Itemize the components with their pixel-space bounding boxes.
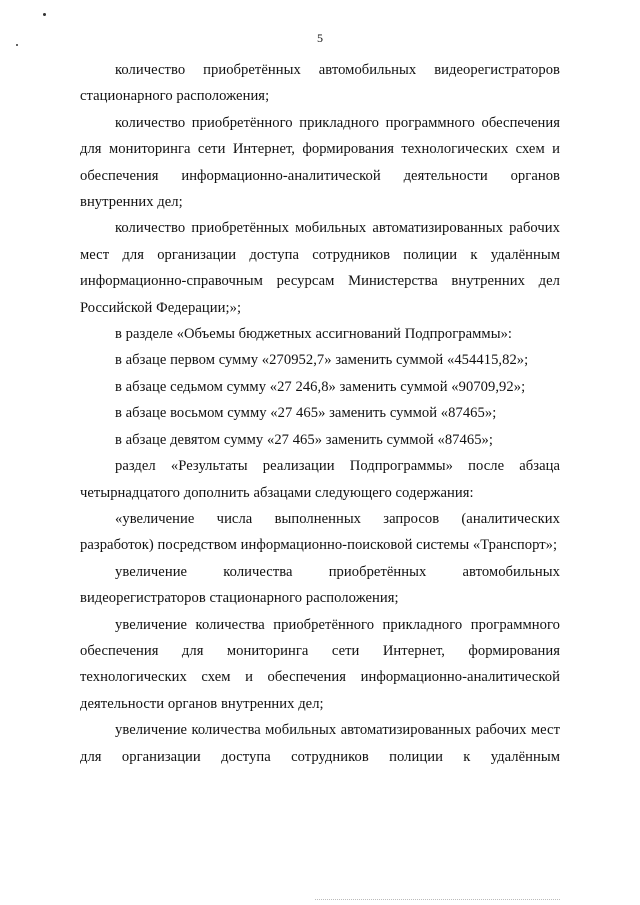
paragraph-6: в абзаце седьмом сумму «27 246,8» заменить суммой «90709,92»; — [115, 378, 526, 395]
bottom-scan-line — [315, 899, 560, 900]
page-number: 5 — [317, 31, 323, 45]
paragraph-7: в абзаце восьмом сумму «27 465» заменить суммой «87465»; — [115, 405, 497, 422]
document-body — [80, 57, 560, 770]
paragraph-9: раздел «Результаты реализации Подпрограммы» после абзаца четырнадцатого дополнить абзацами следующего содержания: — [80, 458, 560, 501]
paragraph-3: количество приобретённых мобильных автоматизированных рабочих мест для организации доступа сотрудников полиции к удалённым информационно-справочным ресурсам Министерства внутренних дел Российской Федерации;»; — [80, 220, 560, 316]
paragraph-11: увеличение количества приобретённых автомобильных видеорегистраторов стационарного расположения; — [80, 563, 560, 607]
paragraph-1: количество приобретённых автомобильных видеорегистраторов стационарного расположения; — [80, 62, 560, 105]
scan-speck — [43, 13, 46, 16]
paragraph-2: количество приобретённого прикладного программного обеспечения для мониторинга сети Интернет, формирования технологических схем и обеспечения информационно-аналитической деятельности органов внутренних дел; — [80, 114, 560, 211]
paragraph-13: увеличение количества мобильных автоматизированных рабочих мест для организации доступа сотрудников полиции к удалённым — [80, 722, 560, 765]
paragraph-10: «увеличение числа выполненных запросов (аналитических разработок) посредством информационно-поисковой системы «Транспорт»; — [80, 510, 560, 554]
paragraph-4: в разделе «Объемы бюджетных ассигнований Подпрограммы»: — [115, 326, 513, 343]
paragraph-5: в абзаце первом сумму «270952,7» заменить суммой «454415,82»; — [115, 352, 529, 369]
paragraph-12: увеличение количества приобретённого прикладного программного обеспечения для мониторинга сети Интернет, формирования технологических схем и обеспечения информационно-аналитической деятельности органов внутренних дел; — [80, 616, 560, 712]
paragraph-8: в абзаце девятом сумму «27 465» заменить суммой «87465»; — [115, 431, 494, 448]
